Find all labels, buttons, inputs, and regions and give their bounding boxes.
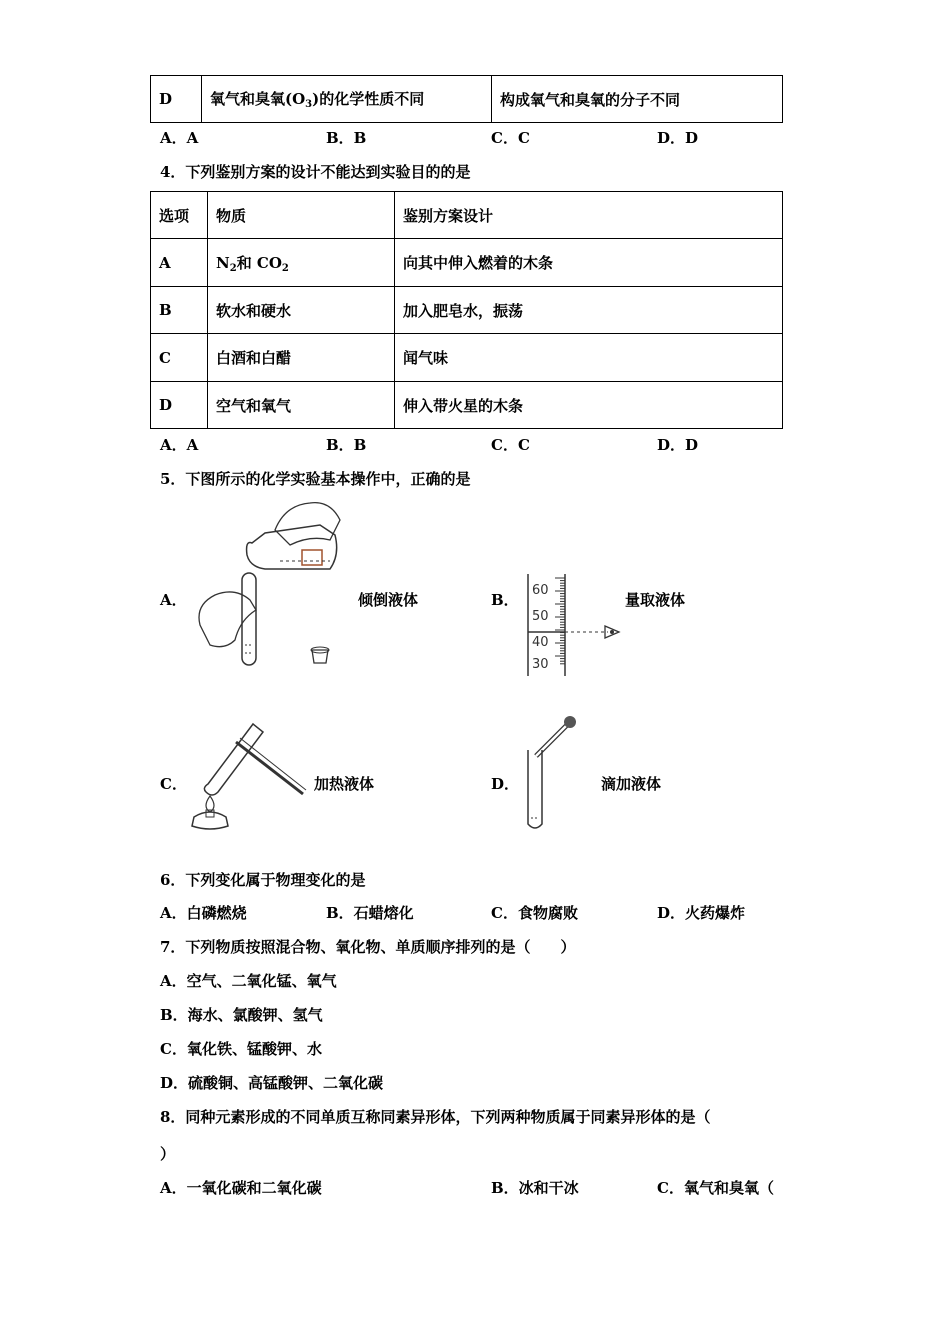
q5-option-b-caption: 量取液体 bbox=[625, 591, 686, 609]
substance-text: 氧气和臭氧(O bbox=[210, 90, 306, 108]
q7-choice-c[interactable]: C．氧化铁、锰酸钾、水 bbox=[160, 1040, 322, 1058]
plan-cell: 向其中伸入燃着的木条 bbox=[395, 239, 783, 287]
option-cell: A bbox=[151, 239, 208, 287]
q6-stem: 6．下列变化属于物理变化的是 bbox=[160, 871, 366, 889]
q5-stem: 5．下图所示的化学实验基本操作中，正确的是 bbox=[160, 470, 471, 488]
heat-liquid-illustration bbox=[188, 712, 313, 832]
q8-stem-end: ） bbox=[160, 1145, 176, 1163]
q8-choice-b[interactable]: B．冰和干冰 bbox=[491, 1179, 579, 1197]
substance-cell: 空气和氧气 bbox=[208, 382, 395, 429]
q5-option-d-label[interactable]: D． bbox=[491, 775, 520, 793]
q4-stem: 4．下列鉴别方案的设计不能达到实验目的的是 bbox=[160, 163, 471, 181]
table-header-row bbox=[151, 192, 783, 239]
option-cell: C bbox=[151, 334, 208, 382]
q8-stem: 8．同种元素形成的不同单质互称同素异形体，下列两种物质属于同素异形体的是（ bbox=[160, 1108, 711, 1126]
option-cell: D bbox=[151, 382, 208, 429]
drop-liquid-illustration bbox=[518, 712, 588, 834]
q4-choice-d[interactable]: D．D bbox=[657, 436, 699, 454]
plan-cell: 加入肥皂水，振荡 bbox=[395, 287, 783, 334]
q8-choice-a[interactable]: A．一氧化碳和二氧化碳 bbox=[160, 1179, 322, 1197]
q3-choice-d[interactable]: D．D bbox=[657, 129, 699, 147]
header-substance: 物质 bbox=[208, 192, 395, 239]
subscript: 2 bbox=[281, 262, 289, 274]
table-q4 bbox=[150, 191, 783, 429]
reason-cell: 构成氧气和臭氧的分子不同 bbox=[492, 76, 783, 123]
option-cell: B bbox=[151, 287, 208, 334]
subscript: 3 bbox=[305, 99, 313, 110]
q5-option-d-caption: 滴加液体 bbox=[601, 775, 662, 793]
plan-cell: 闻气味 bbox=[395, 334, 783, 382]
option-cell: D bbox=[151, 76, 202, 123]
subscript: 2 bbox=[229, 262, 237, 274]
table-row bbox=[151, 76, 783, 123]
q5-option-c-caption: 加热液体 bbox=[314, 775, 375, 793]
table-row bbox=[151, 382, 783, 429]
substance-cell bbox=[208, 239, 395, 287]
table-row bbox=[151, 287, 783, 334]
q7-choice-d[interactable]: D．硫酸铜、高锰酸钾、二氧化碳 bbox=[160, 1074, 384, 1092]
q6-choice-a[interactable]: A．白磷燃烧 bbox=[160, 904, 247, 922]
substance-cell: 白酒和白醋 bbox=[208, 334, 395, 382]
substance-text-end: )的化学性质不同 bbox=[312, 90, 425, 108]
q5-option-a-label[interactable]: A． bbox=[160, 591, 187, 609]
q3-choice-a[interactable]: A．A bbox=[160, 129, 199, 147]
graduated-cylinder-illustration bbox=[520, 572, 630, 680]
tick-label-50: 50 bbox=[532, 609, 549, 624]
table-row bbox=[151, 334, 783, 382]
pour-liquid-illustration bbox=[190, 495, 345, 675]
q4-choice-a[interactable]: A．A bbox=[160, 436, 199, 454]
q7-choice-b[interactable]: B．海水、氯酸钾、氢气 bbox=[160, 1006, 323, 1024]
plan-cell: 伸入带火星的木条 bbox=[395, 382, 783, 429]
tick-label-30: 30 bbox=[532, 657, 549, 672]
q7-stem: 7．下列物质按照混合物、氧化物、单质顺序排列的是（ ） bbox=[160, 938, 576, 956]
tick-label-60: 60 bbox=[532, 583, 549, 598]
q4-choice-b[interactable]: B．B bbox=[326, 436, 367, 454]
q5-option-b-label[interactable]: B． bbox=[491, 591, 519, 609]
tick-label-40: 40 bbox=[532, 635, 549, 650]
q6-choice-d[interactable]: D．火药爆炸 bbox=[657, 904, 746, 922]
q4-choice-c[interactable]: C．C bbox=[491, 436, 530, 454]
table-q3-continued bbox=[150, 75, 783, 123]
substance-text: 和 CO bbox=[236, 253, 282, 272]
q5-option-a-caption: 倾倒液体 bbox=[358, 591, 419, 609]
header-option: 选项 bbox=[151, 192, 208, 239]
q6-choice-c[interactable]: C．食物腐败 bbox=[491, 904, 578, 922]
q3-choice-c[interactable]: C．C bbox=[491, 129, 530, 147]
substance-cell bbox=[202, 76, 492, 123]
header-plan: 鉴别方案设计 bbox=[395, 192, 783, 239]
table-row bbox=[151, 239, 783, 287]
q5-option-c-label[interactable]: C． bbox=[160, 775, 187, 793]
substance-cell: 软水和硬水 bbox=[208, 287, 395, 334]
substance-text: N bbox=[216, 253, 230, 272]
q3-choice-b[interactable]: B．B bbox=[326, 129, 367, 147]
q7-choice-a[interactable]: A．空气、二氧化锰、氧气 bbox=[160, 972, 337, 990]
q8-choice-c[interactable]: C．氧气和臭氧（ bbox=[657, 1179, 774, 1197]
q6-choice-b[interactable]: B．石蜡熔化 bbox=[326, 904, 414, 922]
